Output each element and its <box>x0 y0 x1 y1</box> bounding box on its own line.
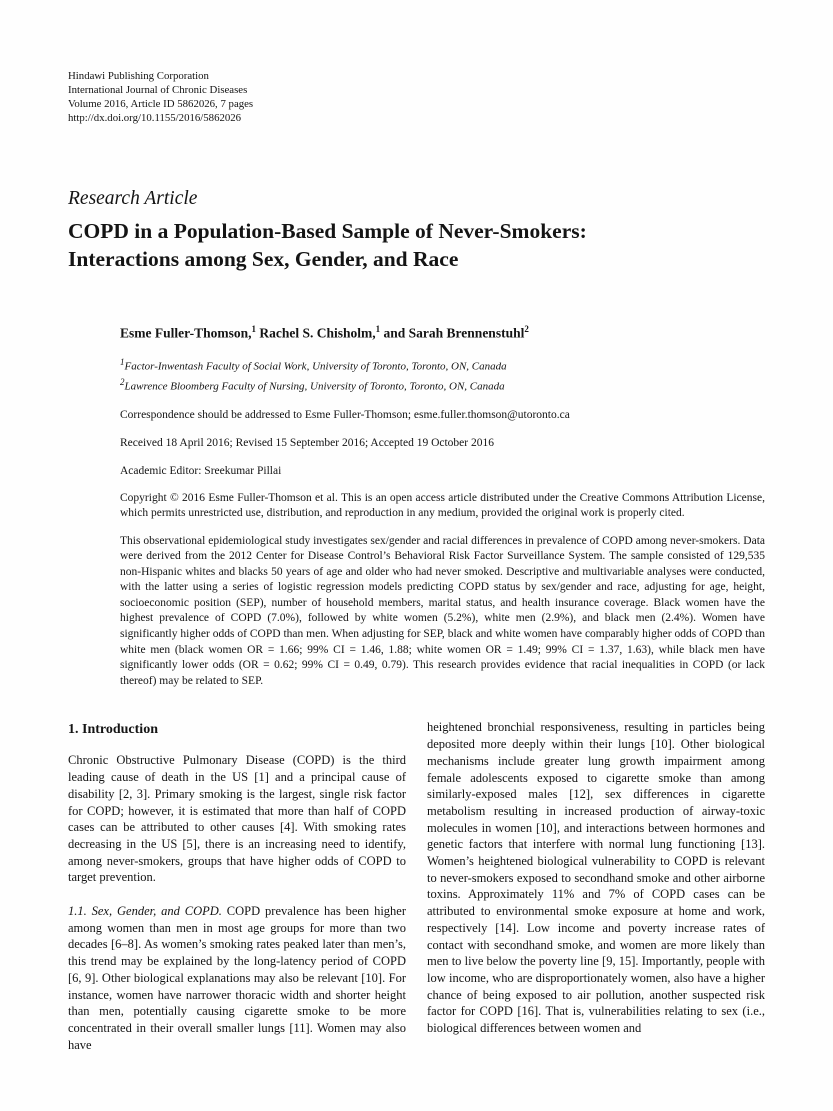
right-column <box>427 719 765 1036</box>
left-column <box>68 719 406 1053</box>
affiliation-marker: 1 <box>120 356 125 367</box>
publisher-name: Hindawi Publishing Corporation <box>68 70 209 82</box>
affiliation-text: Factor-Inwentash Faculty of Social Work, University of Toronto, Toronto, ON, Canada <box>124 360 507 373</box>
dates-line: Received 18 April 2016; Revised 15 September 2016; Accepted 19 October 2016 <box>120 436 494 449</box>
affiliation-marker: 2 <box>120 376 125 387</box>
volume-info: Volume 2016, Article ID 5862026, 7 pages <box>68 98 254 110</box>
article-title <box>68 218 765 273</box>
author-name: Rachel S. Chisholm, <box>256 325 376 341</box>
subsection-heading: 1.1. Sex, Gender, and COPD. <box>68 904 222 919</box>
introduction-paragraph: Chronic Obstructive Pulmonary Disease (COPD) is the third leading cause of death in the US [1] and a principal cause of disability [2, 3]. Primary smoking is the largest, single risk factor for COPD; however, it is estimated that more than half of COPD cases can be attributed to other causes [4]. With smoking rates decreasing in the US [5], there is an increasing need to identify, among never-smokers, groups that have higher odds of COPD to target prevention. <box>68 753 406 885</box>
continuation-paragraph: heightened bronchial responsiveness, resulting in particles being deposited more deeply within their lungs [10]. Other biological mechanisms include greater lung growth impairment among female adolescents exposed to cigarette smoke than among similarly-exposed males [12], sex differences in cigarette metabolism resulting in increased production of airway-toxic molecules in women [10], and interactions between hormones and genetic factors that interfere with normal lung functioning [13]. Women’s heightened biological vulnerability to COPD is relevant to never-smokers exposed to secondhand smoke and other airborne toxins. Approximately 11% and 7% of COPD cases can be attributed to environmental smoke exposure at home and work, respectively [14]. Low income and poverty increase rates of contact with secondhand smoke, and women are more likely than men to live below the poverty line [9, 15]. Importantly, people with low income, who are disproportionately women, also have a higher chance of being exposed to air pollution, another suspected risk factor for COPD [16]. That is, vulnerabilities relating to sex (i.e., biological differences between women and <box>427 720 765 1036</box>
affiliation-text: Lawrence Bloomberg Faculty of Nursing, University of Toronto, Toronto, ON, Canada <box>124 380 505 393</box>
author-affiliation-marker: 2 <box>524 324 529 334</box>
journal-name: International Journal of Chronic Diseases <box>68 84 248 96</box>
author-name: and Sarah Brennenstuhl <box>380 325 525 341</box>
affiliation-list <box>120 355 765 395</box>
article-title-line1: COPD in a Population-Based Sample of Never-Smokers: <box>68 219 587 243</box>
publisher-header <box>68 69 765 125</box>
author-list <box>120 320 765 343</box>
author-affiliation-marker: 1 <box>375 324 381 334</box>
copyright-notice: Copyright © 2016 Esme Fuller-Thomson et al. This is an open access article distributed under the Creative Commons Attribution License, which permits unrestricted use, distribution, and reproduction in any medium, provided the original work is properly cited. <box>120 491 765 520</box>
article-meta-block <box>120 320 765 689</box>
article-type-label: Research Article <box>68 188 198 209</box>
doi-url: http://dx.doi.org/10.1155/2016/5862026 <box>68 112 242 124</box>
author-affiliation-marker: 1 <box>251 324 256 334</box>
body-columns <box>68 719 765 1053</box>
subsection-text: COPD prevalence has been higher among women than men in most age groups for more than two decades [6–8]. As women’s smoking rates peaked later than men’s, this trend may be explained by the long-latency period of COPD [6, 9]. Other biological explanations may also be relevant [10]. For instance, women have narrower thoracic width and shorter height than men, potentially causing cigarette smoke to be more concentrated in their overall smaller lungs [11]. Women may also have <box>68 904 407 1052</box>
article-title-line2: Interactions among Sex, Gender, and Race <box>68 246 459 271</box>
affiliation <box>120 375 765 395</box>
correspondence-line: Correspondence should be addressed to Esme Fuller-Thomson; esme.fuller.thomson@utoronto.ca <box>120 408 570 421</box>
abstract-text: This observational epidemiological study investigates sex/gender and racial differences in prevalence of COPD among never-smokers. Data were derived from the 2012 Center for Disease Control’s Behavioral Risk Factor Surveillance System. The sample consisted of 129,535 non-Hispanic whites and blacks 50 years of age and older who had never smoked. Descriptive and multivariable analyses were conducted, with the latter using a series of logistic regression models predicting COPD status by sex/gender and race, adjusting for age, height, socioeconomic position (SEP), number of household members, marital status, and health insurance coverage. Black women have the highest prevalence of COPD (7.0%), followed by white women (5.2%), white men (2.9%), and black men (2.4%). Women have significantly higher odds of COPD than men. When adjusting for SEP, black and white women have comparably higher odds of COPD than white men (black women OR = 1.66; 99% CI = 1.46, 1.88; white women OR = 1.49; 99% CI = 1.37, 1.63), while black men have significantly lower odds (OR = 0.62; 99% CI = 0.49, 0.79). This research provides evidence that racial inequalities in COPD (or lack thereof) may be related to SEP. <box>120 534 765 687</box>
subsection-paragraph <box>68 903 406 1053</box>
academic-editor-line: Academic Editor: Sreekumar Pillai <box>120 464 282 477</box>
author-name: Esme Fuller-Thomson, <box>120 325 252 341</box>
affiliation <box>120 355 765 375</box>
section-heading-introduction: 1. Introduction <box>68 722 158 738</box>
